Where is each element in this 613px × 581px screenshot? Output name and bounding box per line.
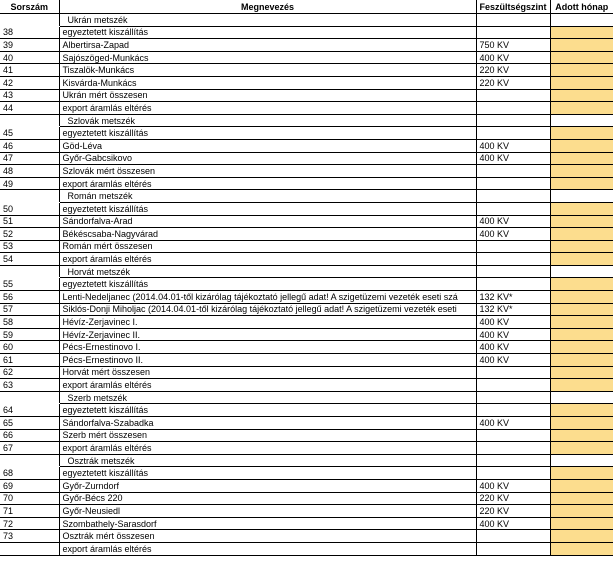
cell-adott-honap[interactable] [550,26,613,39]
table-row [0,316,613,329]
table-row [0,328,613,341]
cell-adott-honap[interactable] [550,215,613,228]
cell-adott-honap[interactable] [550,253,613,266]
cell-feszultseg[interactable] [476,14,550,27]
cell-megnevezes[interactable]: egyeztetett kiszállítás [59,467,476,480]
table-row [0,417,613,430]
table-row [0,26,613,39]
cell-adott-honap[interactable] [550,517,613,530]
cell-megnevezes[interactable]: Román metszék [59,190,476,203]
cell-adott-honap[interactable] [550,127,613,140]
cell-feszultseg[interactable] [476,253,550,266]
cell-adott-honap[interactable] [550,492,613,505]
cell-feszultseg[interactable] [476,542,550,555]
cell-megnevezes[interactable]: Sándorfalva-Arad [59,215,476,228]
cell-sorszam[interactable]: 72 [0,517,59,530]
cell-feszultseg[interactable]: 400 KV [476,215,550,228]
cell-sorszam[interactable]: 47 [0,152,59,165]
cell-adott-honap[interactable] [550,542,613,555]
table-row [0,165,613,178]
cell-adott-honap[interactable] [550,417,613,430]
cell-sorszam[interactable]: 43 [0,89,59,102]
cell-feszultseg[interactable]: 400 KV [476,341,550,354]
cell-adott-honap[interactable] [550,467,613,480]
cell-megnevezes[interactable]: Szlovák metszék [59,114,476,127]
table-row [0,278,613,291]
cell-sorszam[interactable]: 50 [0,202,59,215]
cell-megnevezes[interactable]: Ukrán mért összesen [59,89,476,102]
cell-adott-honap[interactable] [550,39,613,52]
table-row [0,202,613,215]
cell-megnevezes[interactable]: Szlovák mért összesen [59,165,476,178]
cell-megnevezes[interactable]: Horvát mért összesen [59,366,476,379]
table-row [0,429,613,442]
header-row [0,0,613,14]
cell-sorszam[interactable]: 66 [0,429,59,442]
cell-adott-honap[interactable] [550,366,613,379]
table-row [0,354,613,367]
table-row [0,517,613,530]
table-row [0,215,613,228]
cell-feszultseg[interactable] [476,442,550,455]
cell-sorszam[interactable]: 44 [0,102,59,115]
cell-megnevezes[interactable]: Horvát metszék [59,265,476,278]
cell-adott-honap[interactable] [550,202,613,215]
cell-megnevezes[interactable]: Sándorfalva-Szabadka [59,417,476,430]
cell-adott-honap[interactable] [550,14,613,27]
cell-sorszam[interactable] [0,265,59,278]
table-row [0,479,613,492]
cell-feszultseg[interactable] [476,265,550,278]
cell-feszultseg[interactable]: 750 KV [476,39,550,52]
cell-adott-honap[interactable] [550,454,613,467]
cell-adott-honap[interactable] [550,379,613,392]
cell-adott-honap[interactable] [550,152,613,165]
cell-megnevezes[interactable]: Göd-Léva [59,139,476,152]
cell-feszultseg[interactable]: 400 KV [476,479,550,492]
cell-adott-honap[interactable] [550,316,613,329]
cell-adott-honap[interactable] [550,303,613,316]
cell-sorszam[interactable]: 48 [0,165,59,178]
cell-sorszam[interactable] [0,391,59,404]
table-row [0,492,613,505]
section-row [0,454,613,467]
cell-sorszam[interactable]: 69 [0,479,59,492]
table-row [0,240,613,253]
cell-feszultseg[interactable]: 132 KV* [476,291,550,304]
table-row [0,341,613,354]
cell-feszultseg[interactable] [476,391,550,404]
cell-sorszam[interactable]: 58 [0,316,59,329]
cell-adott-honap[interactable] [550,328,613,341]
cell-feszultseg[interactable] [476,102,550,115]
cell-sorszam[interactable]: 57 [0,303,59,316]
cell-adott-honap[interactable] [550,404,613,417]
cell-feszultseg[interactable] [476,429,550,442]
cell-feszultseg[interactable] [476,114,550,127]
cell-feszultseg[interactable] [476,404,550,417]
cell-adott-honap[interactable] [550,291,613,304]
cell-feszultseg[interactable] [476,202,550,215]
cell-sorszam[interactable] [0,542,59,555]
header-sorszam[interactable]: Sorszám [0,0,59,14]
cell-feszultseg[interactable] [476,127,550,140]
table-row [0,76,613,89]
cell-sorszam[interactable]: 45 [0,127,59,140]
cell-feszultseg[interactable]: 400 KV [476,139,550,152]
cell-adott-honap[interactable] [550,177,613,190]
cell-feszultseg[interactable] [476,177,550,190]
cell-adott-honap[interactable] [550,139,613,152]
cell-sorszam[interactable]: 52 [0,228,59,241]
header-megnevezes[interactable]: Megnevezés [59,0,476,14]
cell-adott-honap[interactable] [550,228,613,241]
cell-megnevezes[interactable]: Kisvárda-Munkács [59,76,476,89]
cell-megnevezes[interactable]: Győr-Zurndorf [59,479,476,492]
cell-megnevezes[interactable]: Szerb metszék [59,391,476,404]
cell-adott-honap[interactable] [550,278,613,291]
cell-adott-honap[interactable] [550,102,613,115]
cell-sorszam[interactable] [0,454,59,467]
cell-sorszam[interactable]: 51 [0,215,59,228]
section-row [0,14,613,27]
cell-feszultseg[interactable]: 400 KV [476,316,550,329]
cell-megnevezes[interactable]: Osztrák metszék [59,454,476,467]
cell-megnevezes[interactable]: Ukrán metszék [59,14,476,27]
section-row [0,265,613,278]
header-adott-honap[interactable]: Adott hónap [550,0,613,14]
cell-adott-honap[interactable] [550,442,613,455]
section-row [0,114,613,127]
cell-adott-honap[interactable] [550,190,613,203]
cell-megnevezes[interactable]: Hévíz-Zerjavinec II. [59,328,476,341]
cell-feszultseg[interactable]: 400 KV [476,328,550,341]
cell-megnevezes[interactable]: egyeztetett kiszállítás [59,278,476,291]
cell-feszultseg[interactable]: 400 KV [476,517,550,530]
cell-feszultseg[interactable] [476,190,550,203]
header-feszultseg[interactable]: Feszültségszint [476,0,550,14]
cell-sorszam[interactable]: 70 [0,492,59,505]
cell-feszultseg[interactable]: 220 KV [476,64,550,77]
cell-sorszam[interactable] [0,114,59,127]
cell-feszultseg[interactable] [476,240,550,253]
table-row [0,89,613,102]
cell-adott-honap[interactable] [550,530,613,543]
cell-megnevezes[interactable]: Sajószöged-Munkács [59,51,476,64]
table-row [0,177,613,190]
cell-sorszam[interactable]: 53 [0,240,59,253]
table-row [0,379,613,392]
cell-sorszam[interactable]: 56 [0,291,59,304]
cell-sorszam[interactable]: 40 [0,51,59,64]
cell-feszultseg[interactable]: 400 KV [476,152,550,165]
cell-adott-honap[interactable] [550,265,613,278]
cell-feszultseg[interactable] [476,278,550,291]
table-row [0,102,613,115]
cell-feszultseg[interactable] [476,454,550,467]
cell-sorszam[interactable]: 46 [0,139,59,152]
cell-sorszam[interactable]: 59 [0,328,59,341]
cell-adott-honap[interactable] [550,89,613,102]
table-row [0,152,613,165]
section-row [0,190,613,203]
cell-feszultseg[interactable]: 220 KV [476,76,550,89]
cell-feszultseg[interactable] [476,467,550,480]
cell-megnevezes[interactable]: export áramlás eltérés [59,442,476,455]
cell-sorszam[interactable]: 38 [0,26,59,39]
cell-megnevezes[interactable]: export áramlás eltérés [59,379,476,392]
cell-megnevezes[interactable]: Győr-Neusiedl [59,505,476,518]
cell-sorszam[interactable]: 62 [0,366,59,379]
cell-sorszam[interactable] [0,14,59,27]
cell-megnevezes[interactable]: Pécs-Ernestinovo II. [59,354,476,367]
table-row [0,467,613,480]
cell-feszultseg[interactable] [476,26,550,39]
cell-megnevezes[interactable]: export áramlás eltérés [59,102,476,115]
cell-sorszam[interactable]: 42 [0,76,59,89]
cell-megnevezes[interactable]: Osztrák mért összesen [59,530,476,543]
cell-megnevezes[interactable]: egyeztetett kiszállítás [59,202,476,215]
section-row [0,391,613,404]
cell-megnevezes[interactable]: Szombathely-Sarasdorf [59,517,476,530]
cell-feszultseg[interactable] [476,165,550,178]
cell-megnevezes[interactable]: export áramlás eltérés [59,253,476,266]
table-row [0,127,613,140]
cell-sorszam[interactable]: 73 [0,530,59,543]
cell-adott-honap[interactable] [550,505,613,518]
cell-megnevezes[interactable]: Tiszalök-Munkács [59,64,476,77]
table-row [0,366,613,379]
cell-megnevezes[interactable]: Román mért összesen [59,240,476,253]
table-row [0,64,613,77]
cell-adott-honap[interactable] [550,391,613,404]
cell-adott-honap[interactable] [550,51,613,64]
cell-sorszam[interactable]: 64 [0,404,59,417]
cell-feszultseg[interactable]: 132 KV* [476,303,550,316]
cell-adott-honap[interactable] [550,341,613,354]
cell-megnevezes[interactable]: export áramlás eltérés [59,542,476,555]
cell-feszultseg[interactable]: 400 KV [476,51,550,64]
cell-megnevezes[interactable]: egyeztetett kiszállítás [59,404,476,417]
cell-sorszam[interactable] [0,190,59,203]
cell-adott-honap[interactable] [550,114,613,127]
cell-sorszam[interactable]: 67 [0,442,59,455]
cell-megnevezes[interactable]: Győr-Gabcsikovo [59,152,476,165]
table-row [0,228,613,241]
table-row [0,39,613,52]
cell-feszultseg[interactable]: 400 KV [476,417,550,430]
cell-megnevezes[interactable]: Pécs-Ernestinovo I. [59,341,476,354]
cell-feszultseg[interactable]: 400 KV [476,354,550,367]
cell-feszultseg[interactable] [476,366,550,379]
cell-megnevezes[interactable]: Győr-Bécs 220 [59,492,476,505]
table-row [0,139,613,152]
cell-feszultseg[interactable]: 220 KV [476,505,550,518]
cell-sorszam[interactable]: 55 [0,278,59,291]
cell-feszultseg[interactable] [476,89,550,102]
table-row [0,291,613,304]
cell-feszultseg[interactable]: 220 KV [476,492,550,505]
table-row [0,303,613,316]
cell-sorszam[interactable]: 60 [0,341,59,354]
cell-sorszam[interactable]: 49 [0,177,59,190]
cell-megnevezes[interactable]: Albertirsa-Zapad [59,39,476,52]
table-row [0,542,613,555]
cell-sorszam[interactable]: 71 [0,505,59,518]
cell-sorszam[interactable]: 65 [0,417,59,430]
cell-adott-honap[interactable] [550,354,613,367]
table-row [0,51,613,64]
cell-megnevezes[interactable]: Szerb mért összesen [59,429,476,442]
cell-megnevezes[interactable]: Siklós-Donji Miholjac (2014.04.01-től kizárólag tájékoztató jellegű adat! A szigetüzemi vezeték eseti [59,303,476,316]
cell-megnevezes[interactable]: Hévíz-Zerjavinec I. [59,316,476,329]
cell-megnevezes[interactable]: Lenti-Nedeljanec (2014.04.01-től kizárólag tájékoztató jellegű adat! A szigetüzemi vezeték eseti szá [59,291,476,304]
cell-megnevezes[interactable]: egyeztetett kiszállítás [59,127,476,140]
table-row [0,404,613,417]
cell-sorszam[interactable]: 54 [0,253,59,266]
cell-adott-honap[interactable] [550,429,613,442]
cell-feszultseg[interactable] [476,530,550,543]
cell-megnevezes[interactable]: Békéscsaba-Nagyvárad [59,228,476,241]
cell-adott-honap[interactable] [550,165,613,178]
cell-adott-honap[interactable] [550,240,613,253]
cell-sorszam[interactable]: 61 [0,354,59,367]
table-body [0,14,613,556]
cell-sorszam[interactable]: 68 [0,467,59,480]
cell-sorszam[interactable]: 39 [0,39,59,52]
table-row [0,442,613,455]
cell-adott-honap[interactable] [550,76,613,89]
cell-megnevezes[interactable]: export áramlás eltérés [59,177,476,190]
cell-adott-honap[interactable] [550,479,613,492]
table-row [0,253,613,266]
table-row [0,505,613,518]
cell-feszultseg[interactable]: 400 KV [476,228,550,241]
cell-sorszam[interactable]: 41 [0,64,59,77]
cell-sorszam[interactable]: 63 [0,379,59,392]
table-row [0,530,613,543]
cell-feszultseg[interactable] [476,379,550,392]
cell-megnevezes[interactable]: egyeztetett kiszállítás [59,26,476,39]
cell-adott-honap[interactable] [550,64,613,77]
